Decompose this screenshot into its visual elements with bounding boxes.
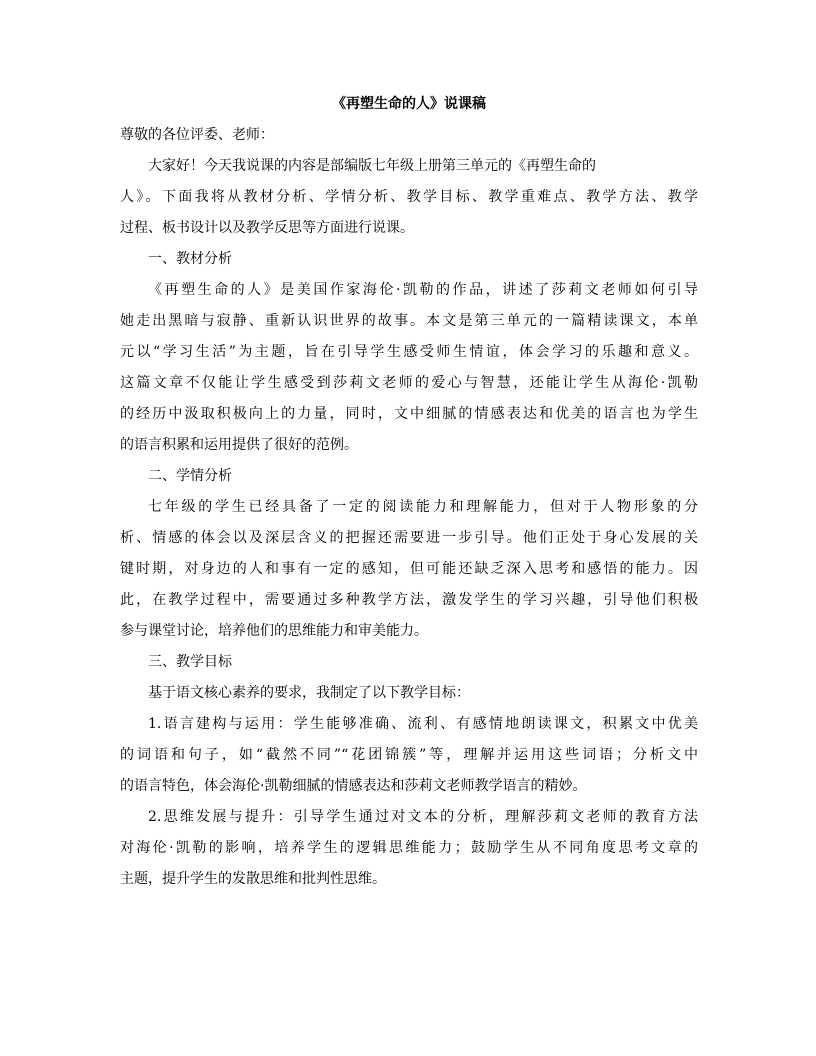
text-line: 二、学情分析 [148,468,232,484]
text-line: 对海伦·凯勒的影响，培养学生的逻辑思维能力；鼓励学生从不同角度思考文章的 [120,840,698,856]
text-line: 人》。下面我将从教材分析、学情分析、教学目标、教学重难点、教学方法、教学 [120,189,698,205]
text-line: 的语言积累和运用提供了很好的范例。 [120,437,358,453]
text-line: 2.思维发展与提升：引导学生通过对文本的分析，理解莎莉文老师的教育方法 [148,809,698,825]
text-line: 一、教材分析 [148,251,232,267]
text-line: 三、教学目标 [148,654,232,670]
text-line: 的词语和句子，如“截然不同”“花团锦簇”等，理解并运用这些词语；分析文中 [120,747,698,763]
text-line: 七年级的学生已经具备了一定的阅读能力和理解能力，但对于人物形象的分 [148,499,698,515]
text-line: 键时期，对身边的人和事有一定的感知，但可能还缺乏深入思考和感悟的能力。因 [120,561,698,577]
text-line: 过程、板书设计以及教学反思等方面进行说课。 [120,220,414,236]
text-line: 的经历中汲取积极向上的力量，同时，文中细腻的情感表达和优美的语言也为学生 [120,406,698,422]
text-line: 析、情感的体会以及深层含义的把握还需要进一步引导。他们正处于身心发展的关 [120,530,698,546]
text-line: 1.语言建构与运用：学生能够准确、流利、有感情地朗读课文，积累文中优美 [148,716,698,732]
text-line: 参与课堂讨论，培养他们的思维能力和审美能力。 [120,623,428,639]
document-title: 《再塑生命的人》说课稿 [332,96,486,112]
text-line: 主题，提升学生的发散思维和批判性思维。 [120,871,386,887]
text-line: 尊敬的各位评委、老师： [120,127,274,143]
text-line: 《再塑生命的人》是美国作家海伦·凯勒的作品，讲述了莎莉文老师如何引导 [148,282,698,298]
text-line: 此，在教学过程中，需要通过多种教学方法，激发学生的学习兴趣，引导他们积极 [120,592,698,608]
text-line: 这篇文章不仅能让学生感受到莎莉文老师的爱心与智慧，还能让学生从海伦·凯勒 [120,375,698,391]
text-line: 元以“学习生活”为主题，旨在引导学生感受师生情谊，体会学习的乐趣和意义。 [120,344,698,360]
document-body [120,120,698,895]
text-line: 的语言特色，体会海伦·凯勒细腻的情感表达和莎莉文老师教学语言的精妙。 [120,778,587,794]
text-line: 大家好！今天我说课的内容是部编版七年级上册第三单元的《再塑生命的 [148,158,596,174]
document-page [120,94,698,895]
text-line: 基于语文核心素养的要求，我制定了以下教学目标： [148,685,470,701]
text-line: 她走出黑暗与寂静、重新认识世界的故事。本文是第三单元的一篇精读课文，本单 [120,313,698,329]
